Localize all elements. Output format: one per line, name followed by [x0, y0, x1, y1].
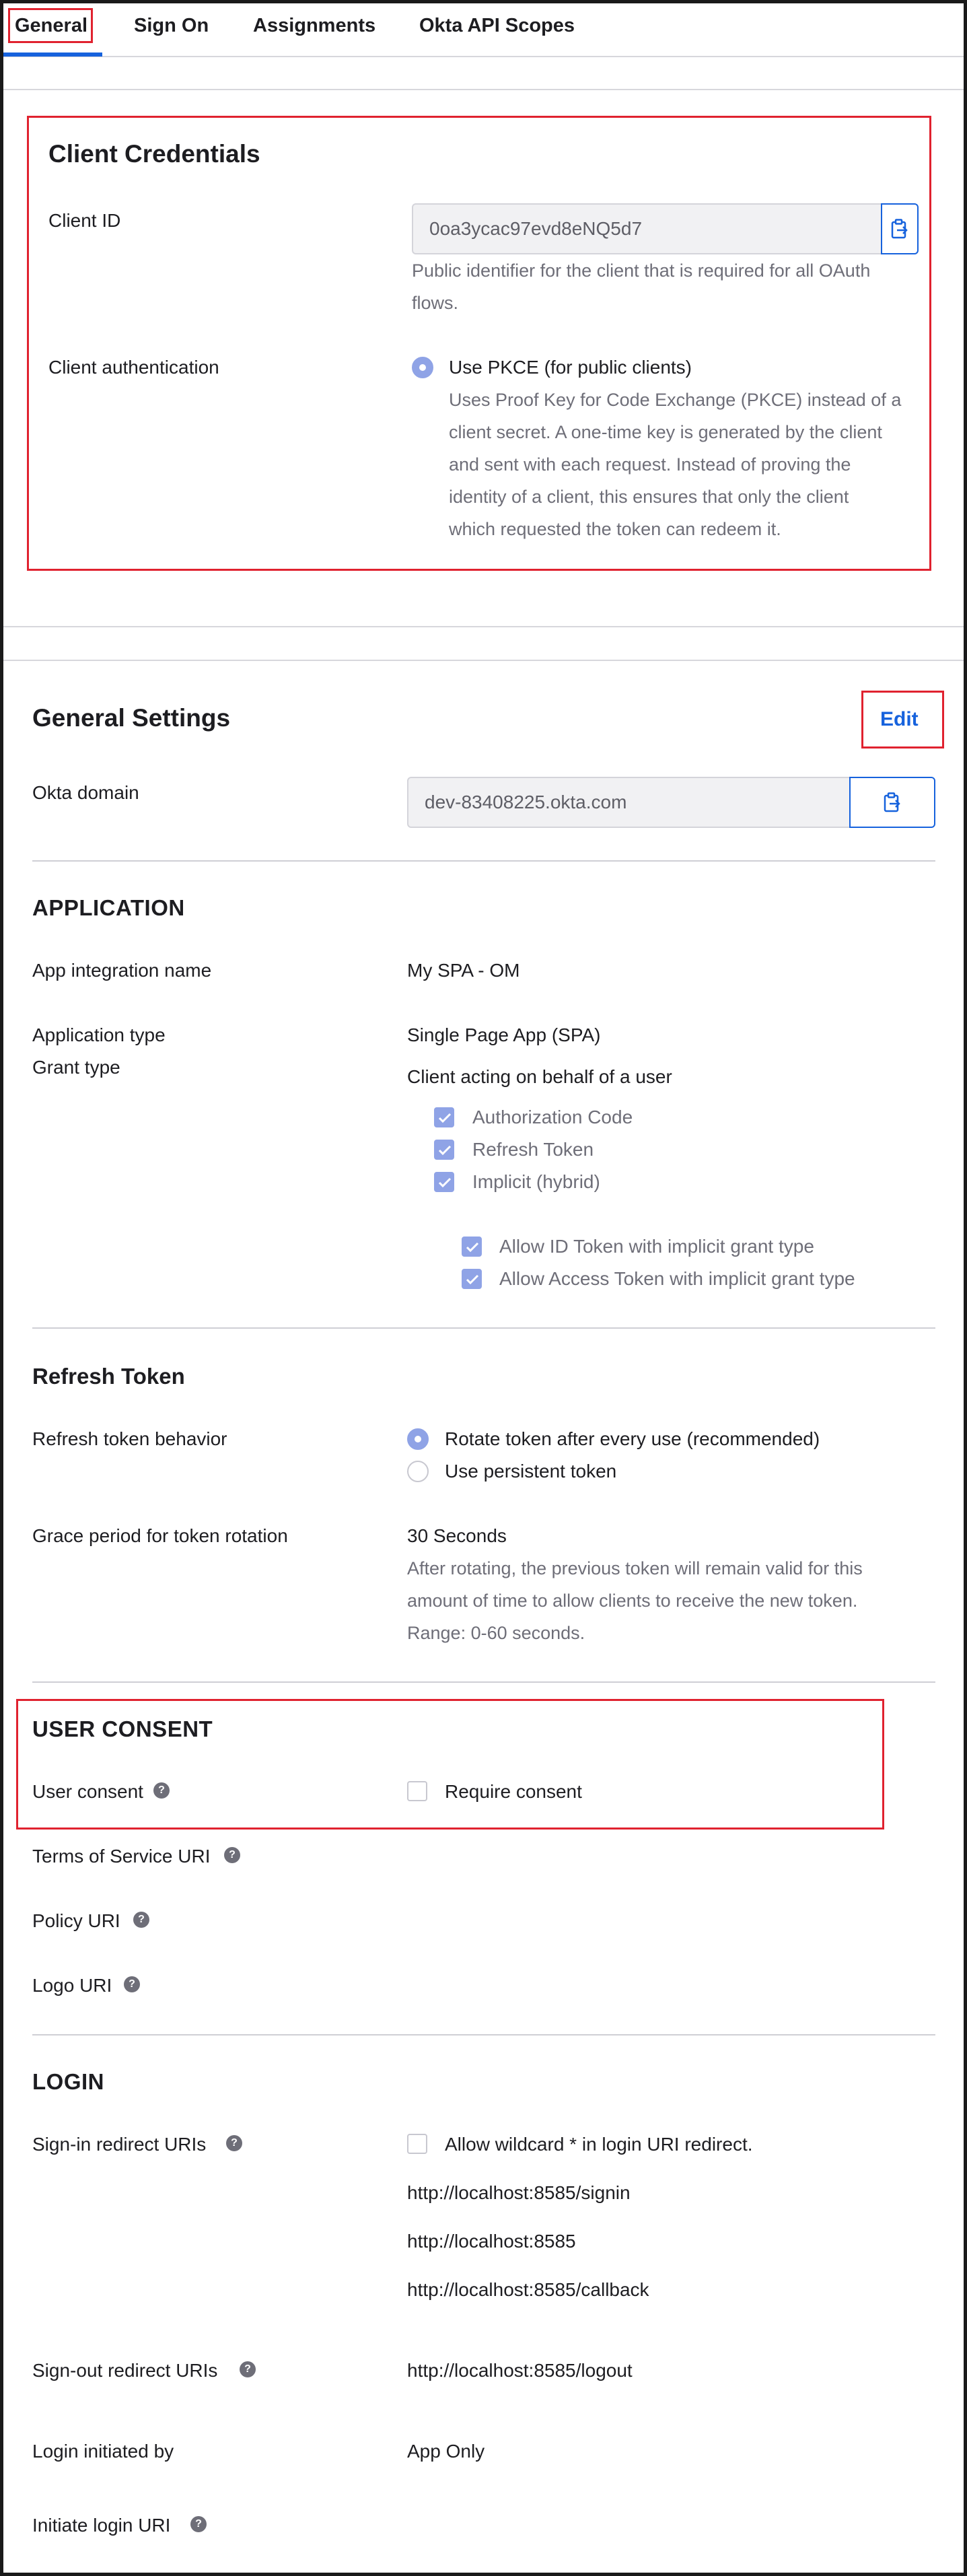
- grace-desc-line: Range: 0-60 seconds.: [407, 1623, 585, 1643]
- okta-domain-label: Okta domain: [32, 782, 139, 803]
- tos-uri-label: Terms of Service URI: [32, 1846, 211, 1867]
- refresh-behavior-label: Refresh token behavior: [32, 1428, 227, 1449]
- grace-period-value: 30 Seconds: [407, 1525, 507, 1546]
- help-icon[interactable]: ?: [224, 1847, 240, 1863]
- clipboard-icon: [891, 219, 908, 239]
- help-icon[interactable]: ?: [240, 2361, 256, 2377]
- divider: [32, 1327, 935, 1329]
- pkce-description: [449, 384, 933, 545]
- grant-type-value: Client acting on behalf of a user: [407, 1066, 672, 1087]
- pkce-desc-line: Uses Proof Key for Code Exchange (PKCE) instead of a: [449, 390, 902, 410]
- pkce-option-label: Use PKCE (for public clients): [449, 357, 692, 378]
- grace-period-description: [407, 1552, 932, 1649]
- persistent-token-radio[interactable]: [407, 1461, 429, 1482]
- require-consent-label: Require consent: [445, 1781, 582, 1802]
- client-id-desc-line: flows.: [412, 293, 459, 313]
- divider: [3, 626, 964, 627]
- allow-wildcard-checkbox[interactable]: [407, 2134, 427, 2154]
- divider: [3, 89, 964, 90]
- client-auth-label: Client authentication: [48, 357, 219, 378]
- require-consent-checkbox[interactable]: [407, 1781, 427, 1801]
- tab-assignments[interactable]: Assignments: [253, 15, 376, 36]
- grant-type-label: Grant type: [32, 1057, 120, 1078]
- user-consent-label: User consent: [32, 1781, 143, 1802]
- grant-authorization-code-checkbox[interactable]: [434, 1107, 454, 1127]
- grant-refresh-token-checkbox[interactable]: [434, 1140, 454, 1160]
- refresh-token-title: Refresh Token: [32, 1364, 185, 1389]
- help-icon[interactable]: ?: [226, 2135, 242, 2151]
- divider: [32, 1681, 935, 1683]
- signin-uri: http://localhost:8585/signin: [407, 2182, 631, 2203]
- user-consent-title: USER CONSENT: [32, 1716, 213, 1741]
- help-icon[interactable]: ?: [153, 1782, 170, 1799]
- pkce-desc-line: client secret. A one-time key is generated by the client: [449, 422, 882, 442]
- okta-domain-field[interactable]: dev-83408225.okta.com: [407, 777, 851, 828]
- grant-implicit-label: Implicit (hybrid): [472, 1171, 600, 1192]
- grant-refresh-token-label: Refresh Token: [472, 1139, 594, 1160]
- pkce-desc-line: and sent with each request. Instead of proving the: [449, 454, 851, 475]
- divider: [32, 860, 935, 862]
- help-icon[interactable]: ?: [133, 1912, 149, 1928]
- copy-client-id-button[interactable]: [881, 203, 919, 254]
- signout-redirect-label: Sign-out redirect URIs: [32, 2360, 218, 2381]
- tab-sign-on[interactable]: Sign On: [134, 15, 209, 36]
- help-icon[interactable]: ?: [190, 2516, 207, 2532]
- help-icon[interactable]: ?: [124, 1976, 140, 1992]
- copy-okta-domain-button[interactable]: [849, 777, 935, 828]
- grace-desc-line: amount of time to allow clients to receive the new token.: [407, 1591, 858, 1611]
- grace-period-label: Grace period for token rotation: [32, 1525, 288, 1546]
- client-credentials-title: Client Credentials: [48, 140, 260, 168]
- grant-implicit-checkbox[interactable]: [434, 1172, 454, 1192]
- allow-id-token-checkbox[interactable]: [462, 1237, 482, 1257]
- client-id-field[interactable]: 0oa3ycac97evd8eNQ5d7: [412, 203, 883, 254]
- grace-desc-line: After rotating, the previous token will remain valid for this: [407, 1558, 863, 1578]
- app-name-value: My SPA - OM: [407, 960, 520, 981]
- clipboard-icon: [884, 792, 901, 812]
- divider: [32, 2034, 935, 2035]
- highlight-general-tab: [8, 8, 93, 43]
- client-id-label: Client ID: [48, 210, 121, 231]
- signin-redirect-label: Sign-in redirect URIs: [32, 2134, 207, 2155]
- edit-button[interactable]: Edit: [880, 708, 919, 730]
- signout-uri: http://localhost:8585/logout: [407, 2360, 633, 2381]
- app-type-label: Application type: [32, 1024, 166, 1045]
- general-settings-title: General Settings: [32, 704, 231, 732]
- client-id-description: [412, 254, 923, 319]
- app-type-value: Single Page App (SPA): [407, 1024, 601, 1045]
- persistent-token-label: Use persistent token: [445, 1461, 617, 1482]
- rotate-token-label: Rotate token after every use (recommended): [445, 1428, 820, 1449]
- client-id-desc-line: Public identifier for the client that is required for all OAuth: [412, 260, 871, 281]
- divider: [3, 660, 964, 661]
- grant-authorization-code-label: Authorization Code: [472, 1107, 633, 1127]
- pkce-desc-line: which requested the token can redeem it.: [449, 519, 781, 539]
- allow-id-token-label: Allow ID Token with implicit grant type: [499, 1236, 814, 1257]
- login-initiated-label: Login initiated by: [32, 2441, 174, 2462]
- signin-uri: http://localhost:8585: [407, 2231, 576, 2252]
- app-name-label: App integration name: [32, 960, 212, 981]
- application-title: APPLICATION: [32, 895, 185, 920]
- policy-uri-label: Policy URI: [32, 1910, 120, 1931]
- allow-access-token-checkbox[interactable]: [462, 1269, 482, 1289]
- signin-uri: http://localhost:8585/callback: [407, 2279, 649, 2300]
- logo-uri-label: Logo URI: [32, 1975, 112, 1996]
- pkce-radio[interactable]: [412, 357, 433, 378]
- tab-okta-api-scopes[interactable]: Okta API Scopes: [419, 15, 575, 36]
- allow-access-token-label: Allow Access Token with implicit grant type: [499, 1268, 855, 1289]
- allow-wildcard-label: Allow wildcard * in login URI redirect.: [445, 2134, 753, 2155]
- rotate-token-radio[interactable]: [407, 1428, 429, 1450]
- pkce-desc-line: identity of a client, this ensures that only the client: [449, 487, 849, 507]
- initiate-login-uri-label: Initiate login URI: [32, 2515, 171, 2536]
- active-tab-indicator: [3, 53, 102, 57]
- login-initiated-value: App Only: [407, 2441, 485, 2462]
- tab-general[interactable]: General: [15, 15, 87, 36]
- login-title: LOGIN: [32, 2069, 104, 2094]
